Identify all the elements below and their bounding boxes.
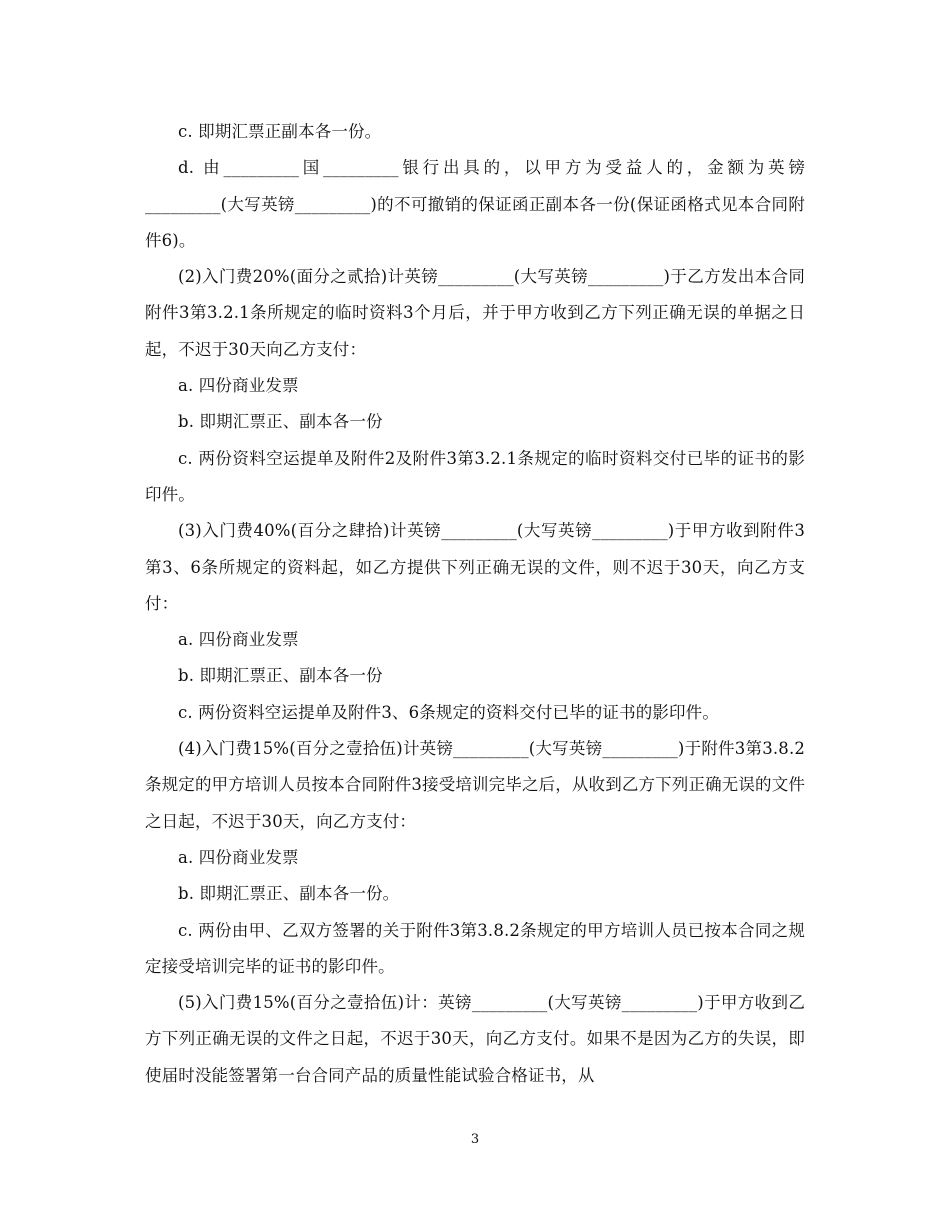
paragraph: (4)入门费15%(百分之壹拾伍)计英镑_________(大写英镑_________)于附件3第3.8.2条规定的甲方培训人员按本合同附件3接受培训完毕之后，从收到乙方下列正确无误的文件之日起，不迟于30天，向乙方支付：: [145, 739, 805, 831]
paragraph: d. 由_________国_________银行出具的，以甲方为受益人的，金额为英镑_________(大写英镑_________)的不可撤销的保证函正副本各一份(保证函格式见本合同附件6)。: [145, 158, 805, 250]
paragraph: b. 即期汇票正、副本各一份: [178, 412, 383, 432]
paragraph: c. 即期汇票正副本各一份。: [178, 122, 382, 141]
paragraph: a. 四份商业发票: [178, 847, 299, 867]
paragraph: a. 四份商业发票: [178, 376, 299, 396]
page-number: 3: [470, 1132, 480, 1147]
paragraph: c. 两份资料空运提单及附件2及附件3第3.2.1条规定的临时资料交付已毕的证书的影印件。: [145, 448, 805, 504]
paragraph: (2)入门费20%(面分之贰拾)计英镑_________(大写英镑_________)于乙方发出本合同附件3第3.2.1条所规定的临时资料3个月后，并于甲方收到乙方下列正确无误的单据之日起，不迟于30天向乙方支付：: [145, 267, 805, 359]
paragraph: b. 即期汇票正、副本各一份: [178, 666, 383, 686]
paragraph: c. 两份由甲、乙双方签署的关于附件3第3.8.2条规定的甲方培训人员已按本合同之规定接受培训完毕的证书的影印件。: [145, 920, 805, 976]
paragraph: a. 四份商业发票: [178, 630, 299, 650]
paragraph: (5)入门费15%(百分之壹拾伍)计：英镑_________(大写英镑_________)于甲方收到乙方下列正确无误的文件之日起，不迟于30天，向乙方支付。如果不是因为乙方的失误，即使届时没能签署第一台合同产品的质量性能试验合格证书，从: [145, 993, 805, 1085]
paragraph: b. 即期汇票正、副本各一份。: [178, 884, 400, 904]
document-body: [145, 114, 805, 1094]
paragraph: c. 两份资料空运提单及附件3、6条规定的资料交付已毕的证书的影印件。: [178, 702, 719, 722]
paragraph: (3)入门费40%(百分之肆拾)计英镑_________(大写英镑_________)于甲方收到附件3第3、6条所规定的资料起，如乙方提供下列正确无误的文件，则不迟于30天，向乙方支付：: [145, 521, 805, 613]
